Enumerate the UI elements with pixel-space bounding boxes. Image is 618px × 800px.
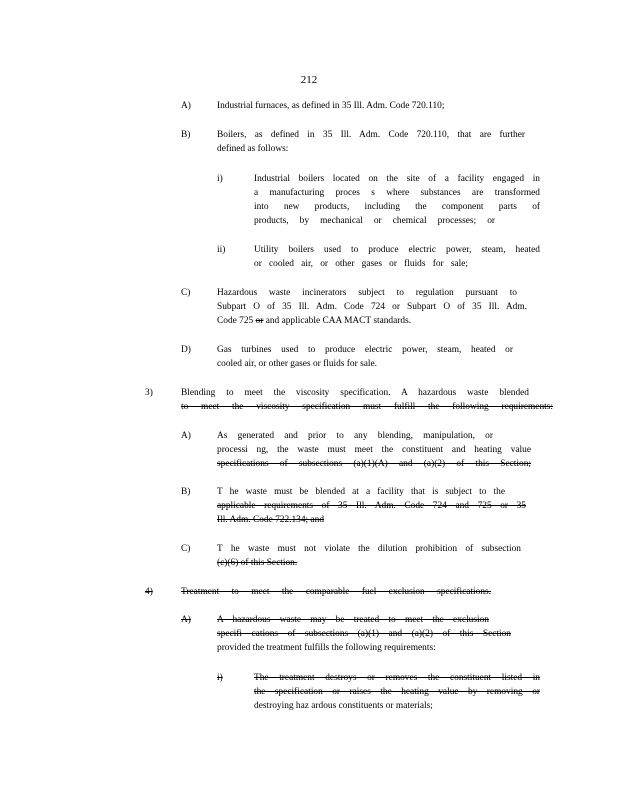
item-label-b-ii: ii) (217, 245, 226, 255)
item-text-a (217, 99, 504, 113)
item-label-b-i: i) (217, 174, 223, 184)
item-b-ii-line-1: Utility boilers used to produce electric power, steam, heated (254, 245, 540, 255)
section-label-4: 4) (145, 587, 153, 597)
item-b-i-line-4: products, by mechanical or chemical processes; or (254, 216, 495, 226)
item-b-line-2: defined as follows: (217, 144, 289, 154)
item-text-4a (217, 613, 511, 655)
item-label-4a: A) (181, 615, 191, 625)
section-label-3: 3) (145, 388, 153, 398)
item-text-3c (217, 542, 521, 570)
item-text-b (217, 128, 525, 156)
item-label-c: C) (181, 288, 191, 298)
item-b-i-line-2: a manufacturing proces s where substances are transformed (254, 188, 540, 198)
section-3-line-1: Blending to meet the viscosity specification. A hazardous waste blended (181, 388, 529, 398)
item-label-3a: A) (181, 431, 191, 441)
item-4a-i-line-3: destroying haz ardous constituents or materials; (254, 701, 433, 711)
item-b-i-line-1: Industrial boilers located on the site of a facility engaged in (254, 174, 540, 184)
item-d-line-1: Gas turbines used to produce electric power, steam, heated or (217, 345, 513, 355)
item-3a-deleted-line-3: specifications of subsections (a)(1)(A) and (a)(2) of this Section; (217, 459, 531, 469)
item-text-4a-i (254, 671, 540, 713)
page-number: 212 (300, 74, 318, 86)
item-c-line-3-post: and applicable CAA MACT standards. (263, 316, 412, 326)
item-3c-deleted-line-2: (c)(6) of this Section. (217, 558, 298, 568)
item-text-b-ii (254, 243, 540, 271)
section-3-deleted-line-2: to meet the viscosity specification must fulfill the following requirements: (181, 402, 553, 412)
item-3a-line-1: As generated and prior to any blending, manipulation, or (217, 431, 493, 441)
item-4a-line-3: provided the treatment fulfills the following requirements: (217, 643, 436, 653)
item-text-b-i (254, 172, 540, 228)
item-label-3b: B) (181, 487, 191, 497)
item-3b-line-1: T he waste must be blended at a facility that is subject to the (217, 487, 505, 497)
item-text-3a (217, 429, 531, 471)
item-label-d: D) (181, 345, 191, 355)
section-text-4 (181, 585, 491, 599)
item-label-b: B) (181, 130, 191, 140)
item-c-line-3-pre: Code 725 (217, 316, 256, 326)
item-c-line-3 (217, 314, 527, 328)
item-4a-i-deleted-line-1: The treatment destroys or removes the constituent listed in (254, 673, 540, 683)
item-4a-deleted-line-1: A hazardous waste may be treated to meet the exclusion (217, 615, 489, 625)
item-b-ii-line-2: or cooled air, or other gases or fluids for sale; (254, 259, 468, 269)
section-4-deleted-line-1: Treatment to meet the comparable fuel exclusion specifications. (181, 587, 491, 597)
item-text-3b (217, 485, 526, 527)
item-label-4a-i: i) (217, 673, 223, 683)
item-label-a: A) (181, 101, 191, 111)
item-text-c (217, 286, 527, 328)
item-3a-line-2: processi ng, the waste must meet the constituent and heating value (217, 445, 531, 455)
item-3b-deleted-line-2: applicable requirements of 35 Ill. Adm. Code 724 and 725 or 35 (217, 501, 526, 511)
item-c-deleted-or: or (255, 316, 264, 326)
item-c-line-1: Hazardous waste incinerators subject to regulation pursuant to (217, 288, 517, 298)
item-4a-i-deleted-line-2: the specification or raises the heating value by removing or (254, 687, 540, 697)
item-3b-deleted-line-3: Ill. Adm. Code 722.134; and (217, 515, 325, 525)
item-3c-line-1: T he waste must not violate the dilution prohibition of subsection (217, 544, 521, 554)
item-a-line-1: Industrial furnaces, as defined in 35 Ill. Adm. Code 720.110; (217, 101, 445, 111)
item-text-d (217, 343, 513, 371)
item-d-line-2: cooled air, or other gases or fluids for sale. (217, 359, 377, 369)
item-b-i-line-3: into new products, including the component parts of (254, 202, 540, 212)
item-b-line-1: Boilers, as defined in 35 Ill. Adm. Code 720.110, that are further (217, 130, 525, 140)
section-text-3 (181, 386, 553, 414)
item-c-line-2: Subpart O of 35 Ill. Adm. Code 724 or Subpart O of 35 Ill. Adm. (217, 302, 527, 312)
item-4a-deleted-line-2: specifi cations of subsections (a)(1) and (a)(2) of this Section (217, 629, 511, 639)
item-label-3c: C) (181, 544, 191, 554)
